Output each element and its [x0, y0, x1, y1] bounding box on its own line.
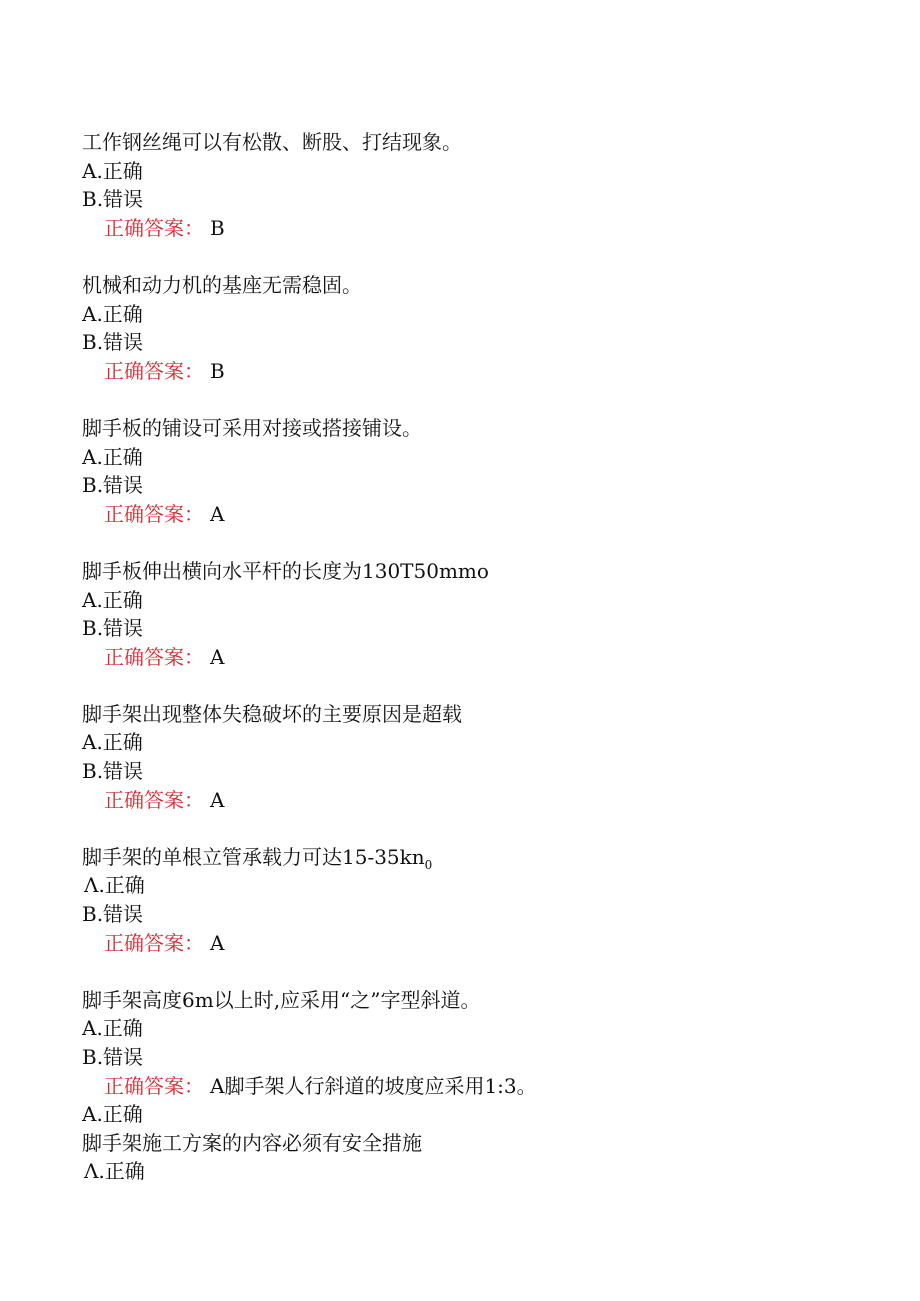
answer-line: [82, 929, 882, 958]
option-a: A.正确: [82, 158, 143, 183]
spacer: [82, 814, 882, 843]
answer-label: 正确答案：: [104, 358, 204, 383]
answer-value: A: [210, 1073, 225, 1098]
document-page: [82, 128, 882, 1186]
spacer: [82, 957, 882, 986]
spacer: [82, 671, 882, 700]
option-a: Λ.正确: [84, 873, 145, 898]
answer-line: [82, 643, 882, 672]
spacer: [82, 385, 882, 414]
option-a: A.正确: [82, 444, 143, 469]
option-a: Λ.正确: [84, 1159, 145, 1184]
question-text: 脚手架高度6m以上时,应采用“之”字型斜道。: [82, 987, 481, 1012]
question-text-main: 脚手架的单根立管承载力可达15-35kn: [82, 844, 425, 869]
answer-line: [82, 214, 882, 243]
option-b: B.错误: [82, 902, 144, 927]
option-b: B.错误: [82, 616, 144, 641]
option-a: A.正确: [82, 301, 143, 326]
answer-value: B: [210, 215, 225, 240]
answer-line: [82, 786, 882, 815]
answer-label: 正确答案：: [104, 1073, 204, 1098]
merged-question-text: 脚手架人行斜道的坡度应采用1:3。: [224, 1073, 537, 1098]
question-text: 脚手架施工方案的内容必须有安全措施: [82, 1130, 422, 1155]
question-text: 工作钢丝绳可以有松散、断股、打结现象。: [82, 130, 462, 154]
option-b: B.错误: [82, 187, 144, 212]
answer-label: 正确答案：: [104, 930, 204, 955]
answer-value: A: [210, 644, 225, 669]
question-block: [82, 414, 882, 528]
question-text: 机械和动力机的基座无需稳固。: [82, 272, 362, 297]
answer-label: 正确答案：: [104, 215, 204, 240]
option-a: A.正确: [82, 1016, 143, 1041]
option-a: A.正确: [82, 587, 143, 612]
spacer: [82, 528, 882, 557]
question-text: 脚手架出现整体失稳破坏的主要原因是超载: [82, 701, 462, 726]
spacer: [82, 242, 882, 271]
option-a: A.正确: [82, 1102, 143, 1127]
answer-label: 正确答案：: [104, 644, 204, 669]
answer-value: A: [210, 930, 225, 955]
question-block: [82, 700, 882, 814]
answer-line: [82, 1072, 882, 1101]
answer-value: A: [210, 787, 225, 812]
answer-line: [82, 357, 882, 386]
answer-value: B: [210, 358, 225, 383]
answer-value: A: [210, 501, 225, 526]
question-block: [82, 128, 882, 242]
option-b: B.错误: [82, 473, 144, 498]
question-block: [82, 986, 882, 1100]
question-block: [82, 843, 882, 957]
answer-line: [82, 500, 882, 529]
answer-label: 正确答案：: [104, 501, 204, 526]
question-text: [82, 843, 882, 872]
option-b: B.错误: [82, 330, 144, 355]
question-text: 脚手板伸出横向水平杆的长度为130T50mmo: [82, 558, 489, 583]
option-a: A.正确: [82, 730, 143, 755]
question-block: [82, 271, 882, 385]
answer-label: 正确答案：: [104, 787, 204, 812]
option-b: B.错误: [82, 759, 144, 784]
option-b: B.错误: [82, 1045, 144, 1069]
question-text: 脚手板的铺设可采用对接或搭接铺设。: [82, 415, 422, 440]
question-block: [82, 557, 882, 671]
question-text-subscript: 0: [424, 857, 433, 872]
